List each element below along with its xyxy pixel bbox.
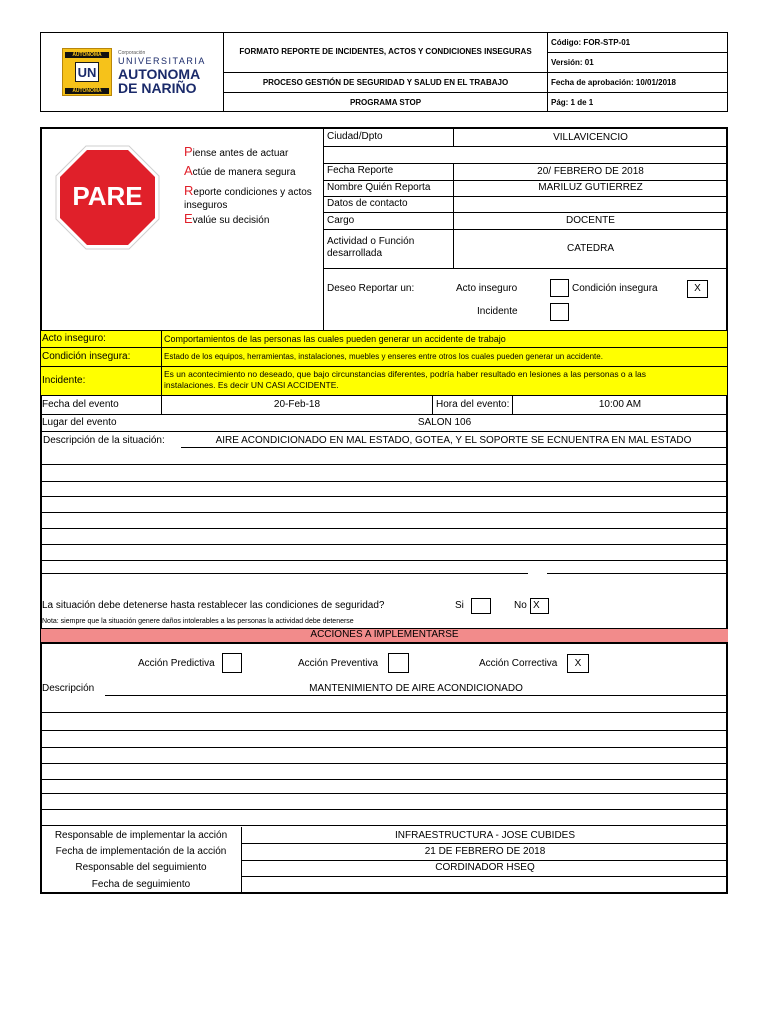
stop-note: Nota: siempre que la situación genere daños intolerables a las personas la actividad debe detenerse bbox=[42, 618, 354, 625]
city-label: Ciudad/Dpto bbox=[327, 131, 383, 142]
incident-term: Incidente: bbox=[42, 375, 86, 386]
logo-bottom-text: AUTONOMA bbox=[65, 88, 109, 94]
activity-label: Actividad o Función desarrollada bbox=[327, 236, 415, 259]
action-description-lines bbox=[41, 695, 728, 830]
stop-sign-text: PARE bbox=[72, 181, 143, 211]
process-title: PROCESO GESTIÓN DE SEGURIDAD Y SALUD EN EL TRABAJO bbox=[262, 78, 509, 87]
unsafe-act-term: Acto inseguro: bbox=[42, 333, 106, 344]
pare-r bbox=[184, 185, 312, 199]
activity-value[interactable]: CATEDRA bbox=[566, 243, 615, 254]
logo-emblem bbox=[62, 48, 112, 96]
incident-definition: Es un acontecimiento no deseado, que bajo circunstancias diferentes, podría haber resultado en lesiones a las personas o a las bbox=[164, 369, 646, 379]
responsible-implement-value[interactable]: INFRAESTRUCTURA - JOSE CUBIDES bbox=[394, 830, 576, 841]
event-date-value[interactable]: 20-Feb-18 bbox=[273, 399, 321, 410]
unsafe-condition-checkbox[interactable]: X bbox=[687, 280, 708, 298]
predictive-action-checkbox[interactable] bbox=[222, 653, 242, 673]
logo-autonoma: AUTONOMA bbox=[118, 66, 201, 82]
event-date-label: Fecha del evento bbox=[42, 399, 119, 410]
reporter-value[interactable]: MARILUZ GUTIERREZ bbox=[538, 182, 643, 193]
form-version: Versión: 01 bbox=[551, 58, 594, 67]
logo-corporacion: Corporación bbox=[118, 50, 146, 56]
contact-label: Datos de contacto bbox=[327, 198, 408, 209]
stop-yes-label: Si bbox=[455, 600, 464, 611]
action-description-label: Descripción bbox=[42, 683, 95, 694]
incident-label: Incidente bbox=[477, 306, 518, 317]
pare-e-text: valúe su decisión bbox=[192, 215, 270, 226]
pare-r-line2: inseguros bbox=[184, 200, 228, 211]
incident-checkbox[interactable] bbox=[550, 303, 569, 321]
logo-top-text: AUTONOMA bbox=[65, 52, 109, 58]
unsafe-act-label: Acto inseguro bbox=[456, 283, 518, 294]
actions-title: ACCIONES A IMPLEMENTARSE bbox=[310, 629, 459, 640]
corrective-action-label: Acción Correctiva bbox=[479, 658, 558, 669]
unsafe-act-checkbox[interactable] bbox=[550, 279, 569, 297]
preventive-action-checkbox[interactable] bbox=[388, 653, 409, 673]
follow-up-responsible-label: Responsable del seguimiento bbox=[75, 862, 207, 873]
unsafe-act-definition: Comportamientos de las personas las cuales pueden generar un accidente de trabajo bbox=[164, 334, 506, 344]
follow-up-responsible-value[interactable]: CORDINADOR HSEQ bbox=[435, 862, 535, 873]
pare-r-letter: R bbox=[184, 183, 194, 198]
stop-sign bbox=[55, 145, 160, 250]
unsafe-condition-label: Condición insegura bbox=[572, 283, 658, 294]
event-time-label: Hora del evento: bbox=[436, 399, 510, 410]
pare-e bbox=[184, 213, 269, 227]
reporter-label: Nombre Quién Reporta bbox=[327, 182, 431, 193]
unsafe-condition-term: Condición insegura: bbox=[42, 351, 131, 362]
page-number: Pág: 1 de 1 bbox=[551, 98, 594, 107]
program-title: PROGRAMA STOP bbox=[349, 98, 422, 107]
pare-a-text: ctúe de manera segura bbox=[192, 167, 296, 178]
corrective-action-checkbox[interactable]: X bbox=[567, 654, 589, 673]
form-code: Código: FOR-STP-01 bbox=[551, 38, 631, 47]
situation-description-value[interactable]: AIRE ACONDICIONADO EN MAL ESTADO, GOTEA, Y EL SOPORTE SE ECNUENTRA EN MAL ESTADO bbox=[215, 435, 692, 446]
report-date-value[interactable]: 20/ FEBRERO DE 2018 bbox=[537, 166, 644, 177]
stop-question: La situación debe detenerse hasta restablecer las condiciones de seguridad? bbox=[42, 600, 385, 611]
stop-no-label: No bbox=[514, 600, 527, 611]
implementation-date-label: Fecha de implementación de la acción bbox=[55, 846, 227, 857]
approval-date: Fecha de aprobación: 10/01/2018 bbox=[551, 78, 676, 87]
situation-description-lines bbox=[41, 447, 728, 589]
university-logo bbox=[62, 48, 207, 96]
city-value[interactable]: VILLAVICENCIO bbox=[553, 132, 628, 143]
follow-up-date-label: Fecha de seguimiento bbox=[91, 879, 191, 890]
pare-p-text: iense antes de actuar bbox=[192, 148, 289, 159]
pare-p-letter: P bbox=[184, 144, 193, 159]
stop-yes-checkbox[interactable] bbox=[471, 598, 491, 614]
incident-definition-line2: instalaciones. Es decir UN CASI ACCIDENTE. bbox=[164, 380, 339, 390]
position-label: Cargo bbox=[327, 215, 355, 226]
logo-un-box bbox=[75, 62, 99, 82]
responsible-implement-label: Responsable de implementar la acción bbox=[54, 830, 228, 841]
logo-un: UN bbox=[77, 65, 97, 80]
pare-p bbox=[184, 146, 288, 160]
action-description-value[interactable]: MANTENIMIENTO DE AIRE ACONDICIONADO bbox=[309, 683, 523, 694]
event-place-value[interactable]: SALON 106 bbox=[417, 417, 472, 428]
report-date-label: Fecha Reporte bbox=[327, 165, 394, 176]
event-time-value[interactable]: 10:00 AM bbox=[598, 399, 642, 410]
report-type-label: Deseo Reportar un: bbox=[327, 283, 415, 294]
logo-universitaria: UNIVERSITARIA bbox=[118, 56, 206, 66]
predictive-action-label: Acción Predictiva bbox=[138, 658, 215, 669]
pare-r-text: eporte condiciones y actos bbox=[193, 187, 312, 198]
stop-no-checkbox[interactable]: X bbox=[530, 598, 549, 614]
position-value[interactable]: DOCENTE bbox=[566, 215, 615, 226]
preventive-action-label: Acción Preventiva bbox=[298, 658, 379, 669]
situation-description-label: Descripción de la situación: bbox=[43, 435, 165, 446]
logo-narino: DE NARIÑO bbox=[118, 80, 197, 96]
implementation-date-value[interactable]: 21 DE FEBRERO DE 2018 bbox=[424, 846, 546, 857]
pare-a-letter: A bbox=[184, 163, 193, 178]
pare-a bbox=[184, 165, 296, 179]
event-place-label: Lugar del evento bbox=[42, 417, 117, 428]
unsafe-condition-definition: Estado de los equipos, herramientas, instalaciones, muebles y enseres entre otros los cuales pueden generar un accidente. bbox=[164, 352, 603, 361]
pare-e-letter: E bbox=[184, 211, 193, 226]
form-title: FORMATO REPORTE DE INCIDENTES, ACTOS Y CONDICIONES INSEGURAS bbox=[239, 47, 532, 56]
